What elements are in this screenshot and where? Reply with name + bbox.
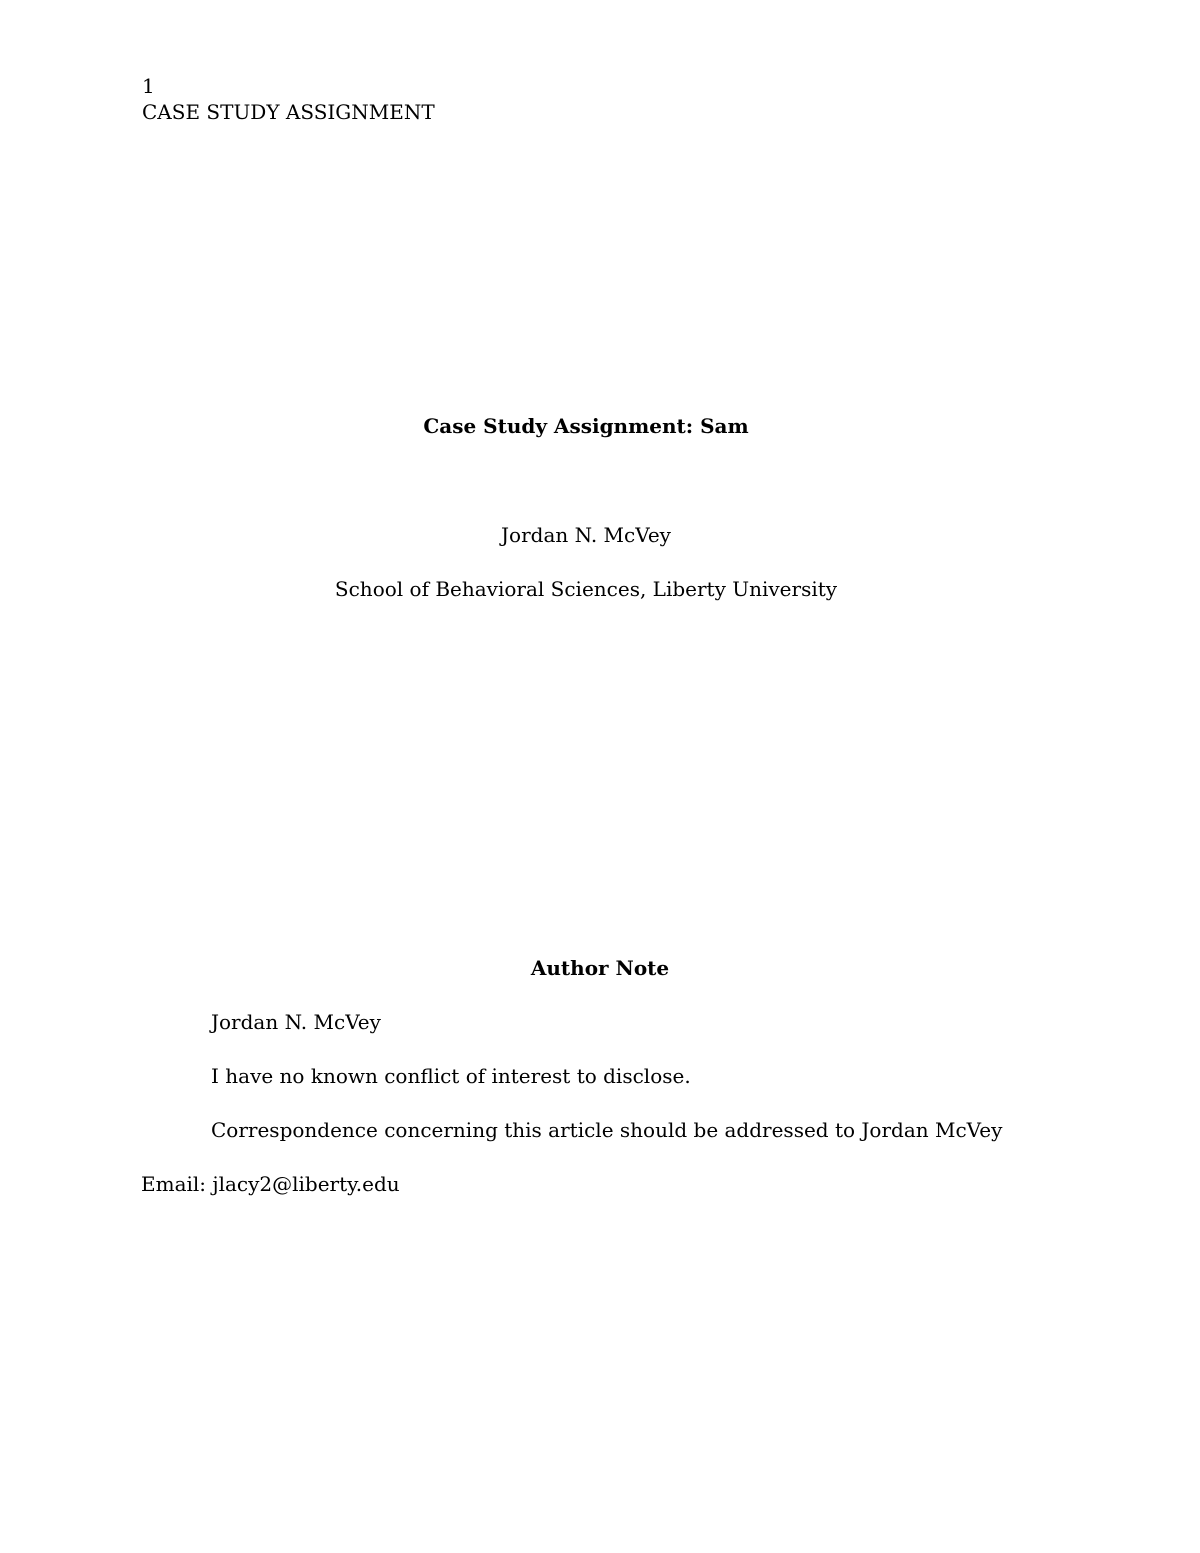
correspondence-statement: Correspondence concerning this article should be addressed to Jordan McVey [211, 1118, 1003, 1142]
author-name: Jordan N. McVey [501, 523, 671, 547]
conflict-of-interest-statement: I have no known conflict of interest to disclose. [211, 1064, 691, 1088]
author-note-author: Jordan N. McVey [211, 1010, 381, 1034]
running-head: CASE STUDY ASSIGNMENT [142, 100, 435, 124]
author-affiliation: School of Behavioral Sciences, Liberty University [334, 577, 838, 601]
author-email: Email: jlacy2@liberty.edu [141, 1172, 400, 1196]
author-note-heading: Author Note [530, 956, 670, 980]
page-number: 1 [142, 74, 155, 98]
paper-title: Case Study Assignment: Sam [423, 414, 749, 438]
